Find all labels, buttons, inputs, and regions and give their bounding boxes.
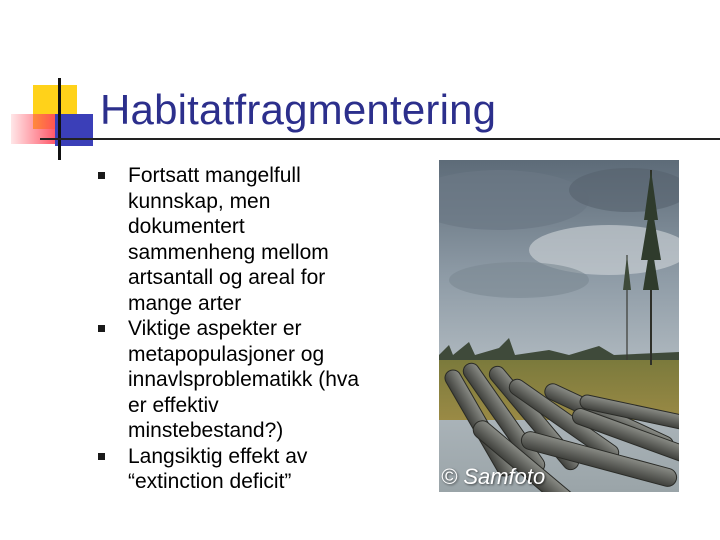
photo-credit: © Samfoto [441,464,546,489]
square-bullet-icon [98,325,105,332]
clearcut-forest-photo [439,160,679,492]
bullet-text: Fortsatt mangelfull kunnskap, men dokumentert sammenheng mellom artsantall og areal for mange arter [128,164,329,315]
bullet-list [98,163,368,495]
slide-title: Habitatfragmentering [100,86,497,133]
bullet-item [98,163,368,316]
bullet-text: Viktige aspekter er metapopulasjoner og innavlsproblematikk (hva er effektiv minstebestand?) [128,317,360,442]
square-bullet-icon [98,453,105,460]
decor-vertical-line [58,78,61,160]
square-bullet-icon [98,172,105,179]
bullet-item [98,316,368,444]
bullet-text: Langsiktig effekt av “extinction deficit” [128,444,308,493]
bullet-item [98,444,368,495]
title-underline [40,138,720,140]
